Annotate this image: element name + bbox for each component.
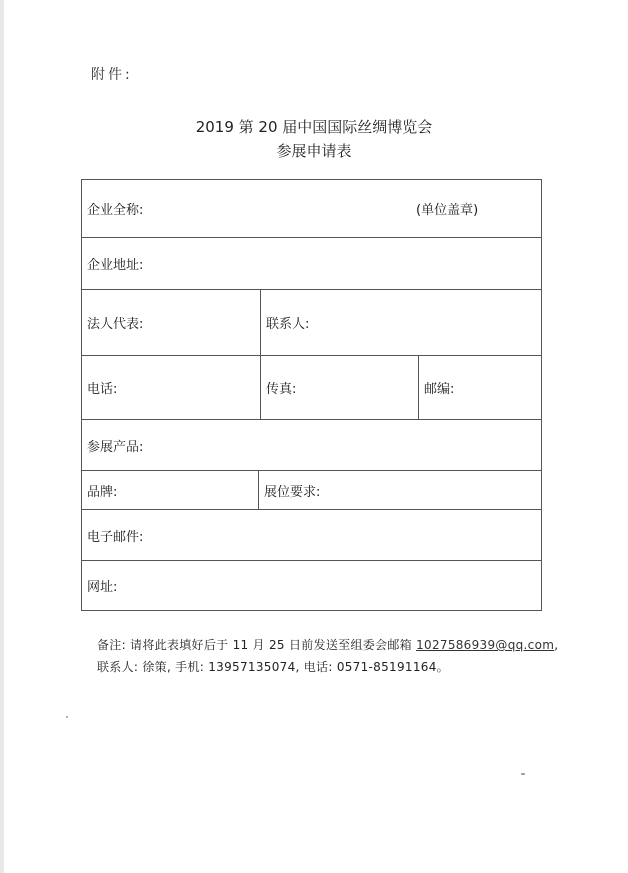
contact-field[interactable] xyxy=(260,290,541,355)
application-form xyxy=(81,179,542,611)
attachment-label: 附件: xyxy=(91,67,133,83)
phone-label: 电话: xyxy=(87,382,118,397)
note-line-2: 联系人: 徐策, 手机: 13957135074, 电话: 0571-85191164。 xyxy=(97,660,449,674)
fax-field[interactable] xyxy=(260,356,418,419)
document-title: 2019 第 20 届中国国际丝绸博览会 xyxy=(195,118,433,136)
fax-label: 传真: xyxy=(266,382,297,397)
form-row-website xyxy=(82,561,541,610)
note-suffix: , xyxy=(554,638,559,652)
form-row-brand-booth xyxy=(82,471,541,510)
website-field[interactable] xyxy=(82,561,541,610)
note-line-1 xyxy=(97,636,558,653)
postcode-field[interactable] xyxy=(418,356,541,419)
form-row-phone xyxy=(82,356,541,420)
postcode-label: 邮编: xyxy=(424,382,455,397)
booth-label: 展位要求: xyxy=(264,484,321,500)
legal-rep-label: 法人代表: xyxy=(87,317,144,332)
booth-field[interactable] xyxy=(258,471,541,509)
note-text: 备注: 请将此表填好后于 11 月 25 日前发送至组委会邮箱 xyxy=(97,638,417,652)
products-label: 参展产品: xyxy=(87,439,144,455)
form-row-products xyxy=(82,420,541,471)
form-row-address xyxy=(82,238,541,290)
document-subtitle: 参展申请表 xyxy=(276,142,352,160)
address-label: 企业地址: xyxy=(87,258,144,273)
website-label: 网址: xyxy=(87,580,118,595)
phone-field[interactable] xyxy=(82,356,260,419)
brand-label: 品牌: xyxy=(87,484,118,500)
address-field[interactable] xyxy=(82,238,541,289)
email-label: 电子邮件: xyxy=(87,529,144,545)
seal-label: (单位盖章) xyxy=(416,203,479,218)
legal-rep-field[interactable] xyxy=(82,290,260,355)
brand-field[interactable] xyxy=(82,471,258,509)
company-name-label: 企业全称: xyxy=(87,203,144,218)
contact-label: 联系人: xyxy=(266,317,310,332)
email-field[interactable] xyxy=(82,510,541,560)
form-row-email xyxy=(82,510,541,561)
products-field[interactable] xyxy=(82,420,541,470)
scan-speck xyxy=(66,716,68,718)
email-link[interactable]: 1027586939@qq.com xyxy=(416,638,555,652)
scan-speck xyxy=(521,773,525,775)
form-row-legal-contact xyxy=(82,290,541,356)
form-row-company xyxy=(82,180,541,238)
